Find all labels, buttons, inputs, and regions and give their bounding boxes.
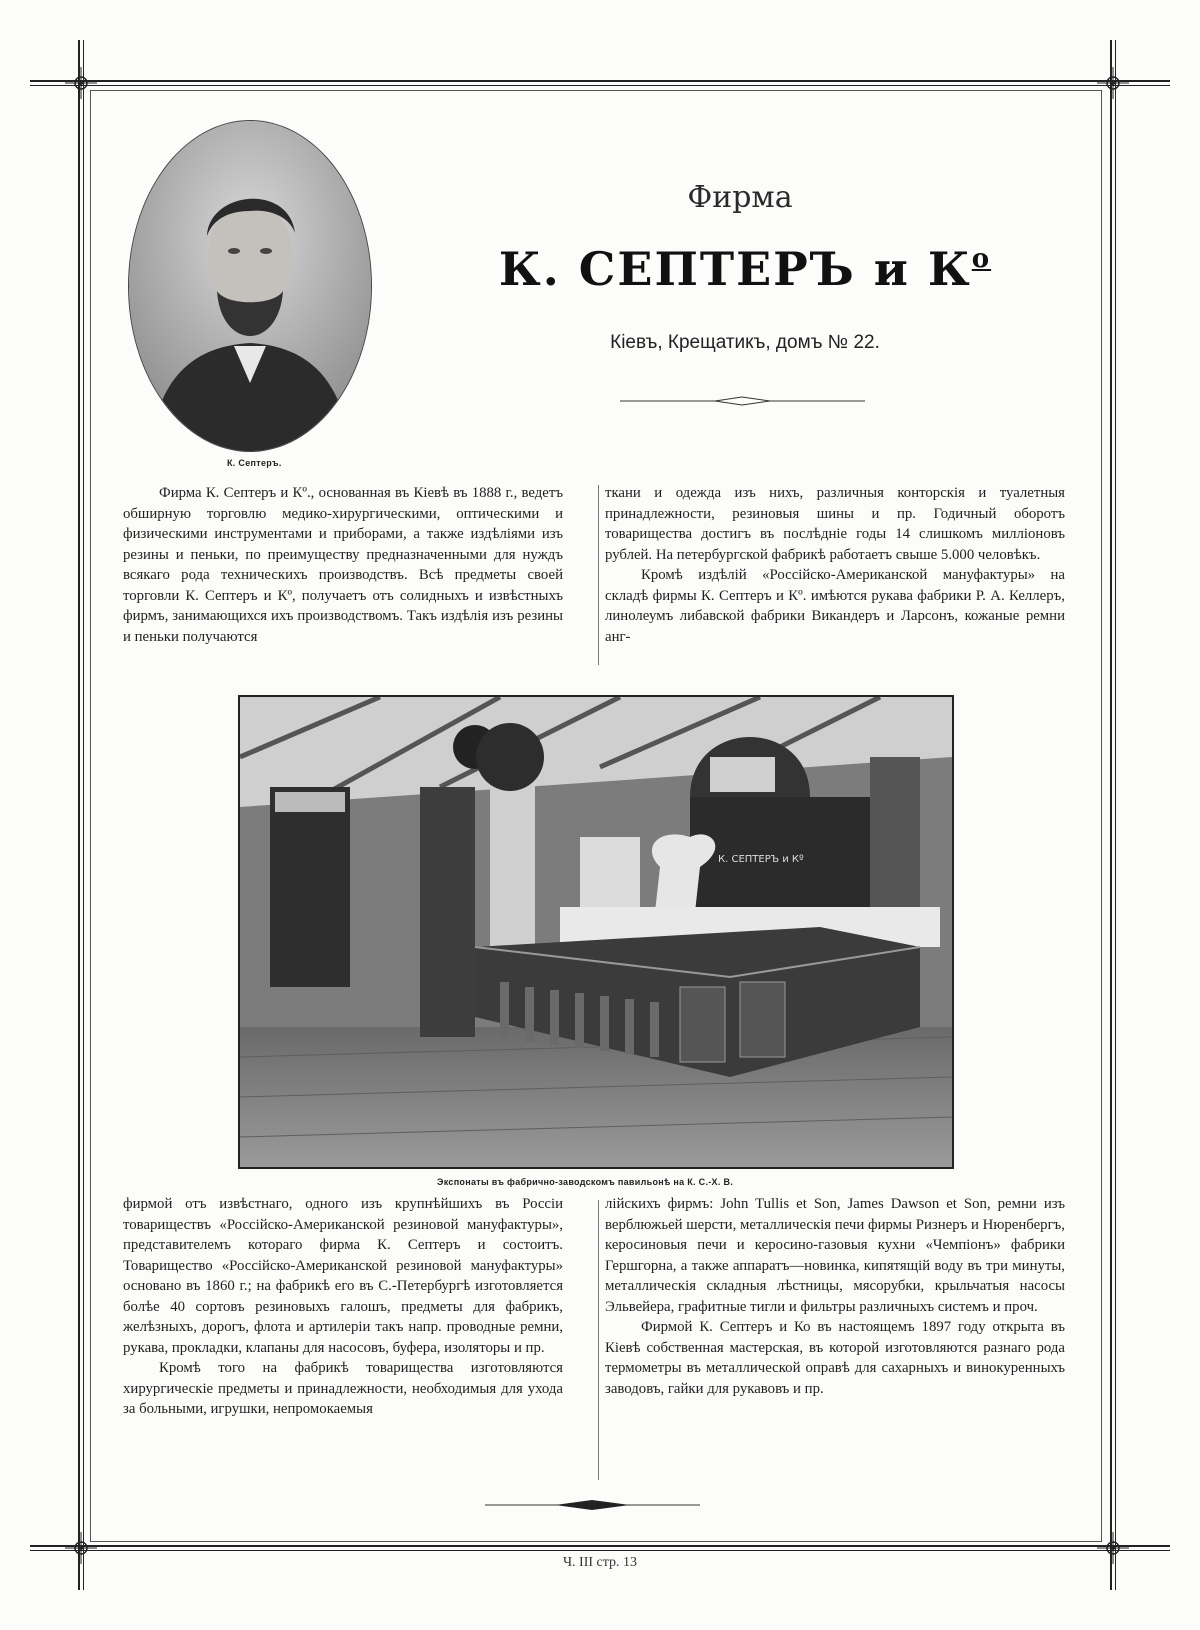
border-top-rule: [30, 80, 1170, 82]
lower-left-column: [123, 1194, 563, 1420]
upper-right-paragraph-2: Кромѣ издѣлій «Россійско-Американской мануфактуры» на складѣ фирмы К. Септеръ и Кº. имѣются рукава фабрики Р. А. Келлеръ, линолеумъ либавской фабрики Викандеръ и Ларсонъ, кожаные ремни анг-: [605, 567, 1065, 645]
portrait-photo: [128, 120, 372, 452]
lower-left-paragraph-2: Кромѣ того на фабрикѣ товарищества изготовляются хирургическіе предметы и принадлежности, необходимыя для ухода за больными, игрушки, непромокаемыя: [123, 1360, 563, 1417]
page-footer: Ч. III стр. 13: [562, 1555, 638, 1570]
border-bottom-rule-thin: [30, 1550, 1170, 1551]
border-left-rule-thin: [83, 40, 84, 1590]
firm-name-suffix: o: [971, 244, 992, 274]
heading-divider-ornament: [620, 392, 865, 404]
lower-right-paragraph-2: Фирмой К. Септеръ и Ко въ настоящемъ 1897 году открыта въ Кіевѣ собственная мастерская, въ которой изготовляются разнаго рода термометры въ металлической оправѣ для сахарныхъ и винокуренныхъ заводовъ, гайки для рукавовъ и пр.: [605, 1319, 1065, 1397]
lower-right-column: [605, 1194, 1065, 1399]
border-right-rule-thin: [1115, 40, 1116, 1590]
upper-right-paragraph-1: ткани и одежда изъ нихъ, различныя конторскія и туалетныя принадлежности, резиновыя шины и пр. Годичный оборотъ товарищества достигъ въ послѣдніе годы 14 слишкомъ милліоновъ рублей. На петербургской фабрикѣ работаетъ свыше 5.000 человѣкъ.: [605, 485, 1065, 563]
border-left-rule: [78, 40, 80, 1590]
upper-column-divider: [598, 485, 599, 665]
portrait-caption: К. Септеръ.: [227, 458, 282, 468]
border-right-rule: [1110, 40, 1112, 1590]
upper-left-paragraph: Фирма К. Септеръ и Кº., основанная въ Кіевѣ въ 1888 г., ведетъ обширную торговлю медико-хирургическими, оптическими и физическими инструментами и приборами, а также издѣліями изъ резины и пеньки, по преимуществу предназначенными для нуждъ всякаго рода техническихъ производствъ. Всѣ предметы своей торговли К. Септеръ и Кº, получаетъ отъ солидныхъ и извѣстныхъ фирмъ, занимающихся ихъ производствомъ. Такъ издѣлія изъ резины и пеньки получаются: [123, 485, 563, 645]
lower-right-paragraph-1: лійскихъ фирмъ: John Tullis et Son, James Dawson et Son, ремни изъ верблюжьей шерсти, металлическія печи фирмы Ризнеръ и Нюренбергъ, керосиновыя печи и керосино-газовыя кухни «Чемпіонъ» фабрики Гершгорна, а также аппаратъ—новинка, кипятящій воду въ три минуты, металлическія складныя лѣстницы, мясорубки, крыльчатыя насосы Эльвейера, графитные тигли и фильтры различныхъ системъ и проч.: [605, 1196, 1065, 1315]
exhibit-sign-text: К. СЕПТЕРЪ и Кº: [718, 854, 804, 865]
upper-right-column: [605, 483, 1065, 647]
lower-left-paragraph-1: фирмой отъ извѣстнаго, одного изъ крупнѣйшихъ въ Россіи товариществъ «Россійско-Американской резиновой мануфактуры», представителемъ котораго фирма К. Септеръ и состоитъ. Товарищество «Россійско-Американской резиновой мануфактуры» основано въ 1860 г.; на фабрикѣ его въ С.-Петербургѣ изготовляется болѣе 40 сортовъ резиновыхъ галошъ, предметы для фабрикъ, желѣзныхъ, дорогъ, флота и артилеріи такъ напр. проводные ремни, рукава, прокладки, клапаны для насосовъ, буфера, изоляторы и пр.: [123, 1196, 563, 1356]
corner-ornament-icon: [61, 63, 101, 103]
upper-left-column: [123, 483, 563, 647]
corner-ornament-icon: [1093, 63, 1133, 103]
closing-divider-ornament: [485, 1496, 700, 1508]
exhibit-photo-caption: Экспонаты въ фабрично-заводскомъ павильонѣ на К. С.-Х. В.: [437, 1177, 734, 1187]
exhibit-photo: [238, 695, 954, 1169]
firm-name-text: К. СЕПТЕРЪ и К: [498, 242, 972, 296]
firm-address: Кіевъ, Крещатикъ, домъ № 22.: [610, 332, 880, 353]
border-bottom-rule: [30, 1545, 1170, 1547]
firm-word-heading: Фирма: [687, 180, 793, 215]
firm-name-heading: [455, 242, 1035, 296]
lower-column-divider: [598, 1200, 599, 1480]
border-top-rule-thin: [30, 85, 1170, 86]
